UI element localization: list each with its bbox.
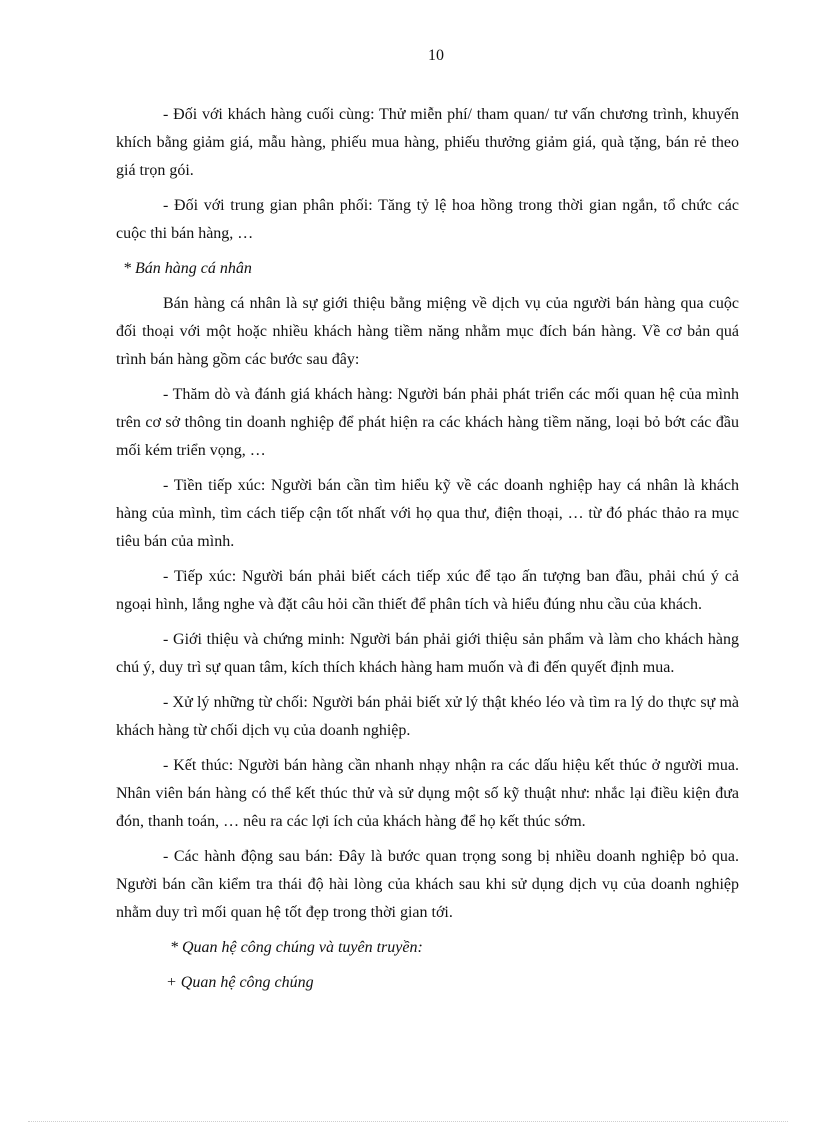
heading-personal-selling: * Bán hàng cá nhân (123, 260, 252, 277)
paragraph-end-customers: - Đối với khách hàng cuối cùng: Thử miễn phí/ tham quan/ tư vấn chương trình, khuyến khích bằng giảm giá, mẫu hàng, phiếu mua hàng, phiếu thưởng giảm giá, quà tặng, bán rẻ theo giá trọn gói. (116, 106, 739, 179)
paragraph-closing: - Kết thúc: Người bán hàng cần nhanh nhạy nhận ra các dấu hiệu kết thúc ở người mua. Nhân viên bán hàng có thể kết thúc thử và sử dụng một số kỹ thuật như: nhắc lại điều kiện đưa đón, thanh toán, … nêu ra các lợi ích của khách hàng để họ kết thúc sớm. (116, 757, 739, 830)
paragraph-presentation: - Giới thiệu và chứng minh: Người bán phải giới thiệu sản phẩm và làm cho khách hàng chú ý, duy trì sự quan tâm, kích thích khách hàng ham muốn và đi đến quyết định mua. (116, 631, 739, 676)
paragraph-personal-selling-intro: Bán hàng cá nhân là sự giới thiệu bằng miệng về dịch vụ của người bán hàng qua cuộc đối thoại với một hoặc nhiều khách hàng tiềm năng nhằm mục đích bán hàng. Về cơ bản quá trình bán hàng gồm các bước sau đây: (116, 295, 739, 368)
document-body (116, 101, 739, 1004)
page-bottom-divider (28, 1121, 788, 1122)
heading-public-relations: * Quan hệ công chúng và tuyên truyền: (170, 939, 423, 956)
paragraph-pre-approach: - Tiền tiếp xúc: Người bán cần tìm hiểu kỹ về các doanh nghiệp hay cá nhân là khách hàng của mình, tìm cách tiếp cận tốt nhất với họ qua thư, điện thoại, … từ đó phác thảo ra mục tiêu bán của mình. (116, 477, 739, 550)
subheading-public-relations: + Quan hệ công chúng (166, 974, 314, 991)
paragraph-handling-objections: - Xử lý những từ chối: Người bán phải biết xử lý thật khéo léo và tìm ra lý do thực sự mà khách hàng từ chối dịch vụ của doanh nghiệp. (116, 694, 739, 739)
paragraph-approach: - Tiếp xúc: Người bán phải biết cách tiếp xúc để tạo ấn tượng ban đầu, phải chú ý cả ngoại hình, lắng nghe và đặt câu hỏi cần thiết để phân tích và hiểu đúng nhu cầu của khách. (116, 568, 739, 613)
page-number: 10 (428, 47, 444, 64)
paragraph-distribution-intermediaries: - Đối với trung gian phân phối: Tăng tỷ lệ hoa hồng trong thời gian ngắn, tổ chức các cuộc thi bán hàng, … (116, 197, 739, 242)
paragraph-follow-up: - Các hành động sau bán: Đây là bước quan trọng song bị nhiều doanh nghiệp bỏ qua. Người bán cần kiểm tra thái độ hài lòng của khách sau khi sử dụng dịch vụ của doanh nghiệp nhằm duy trì mối quan hệ tốt đẹp trong thời gian tới. (116, 848, 739, 921)
paragraph-prospecting: - Thăm dò và đánh giá khách hàng: Người bán phải phát triển các mối quan hệ của mình trên cơ sở thông tin doanh nghiệp để phát hiện ra các khách hàng tiềm năng, loại bỏ bớt các đầu mối kém triển vọng, … (116, 386, 739, 459)
